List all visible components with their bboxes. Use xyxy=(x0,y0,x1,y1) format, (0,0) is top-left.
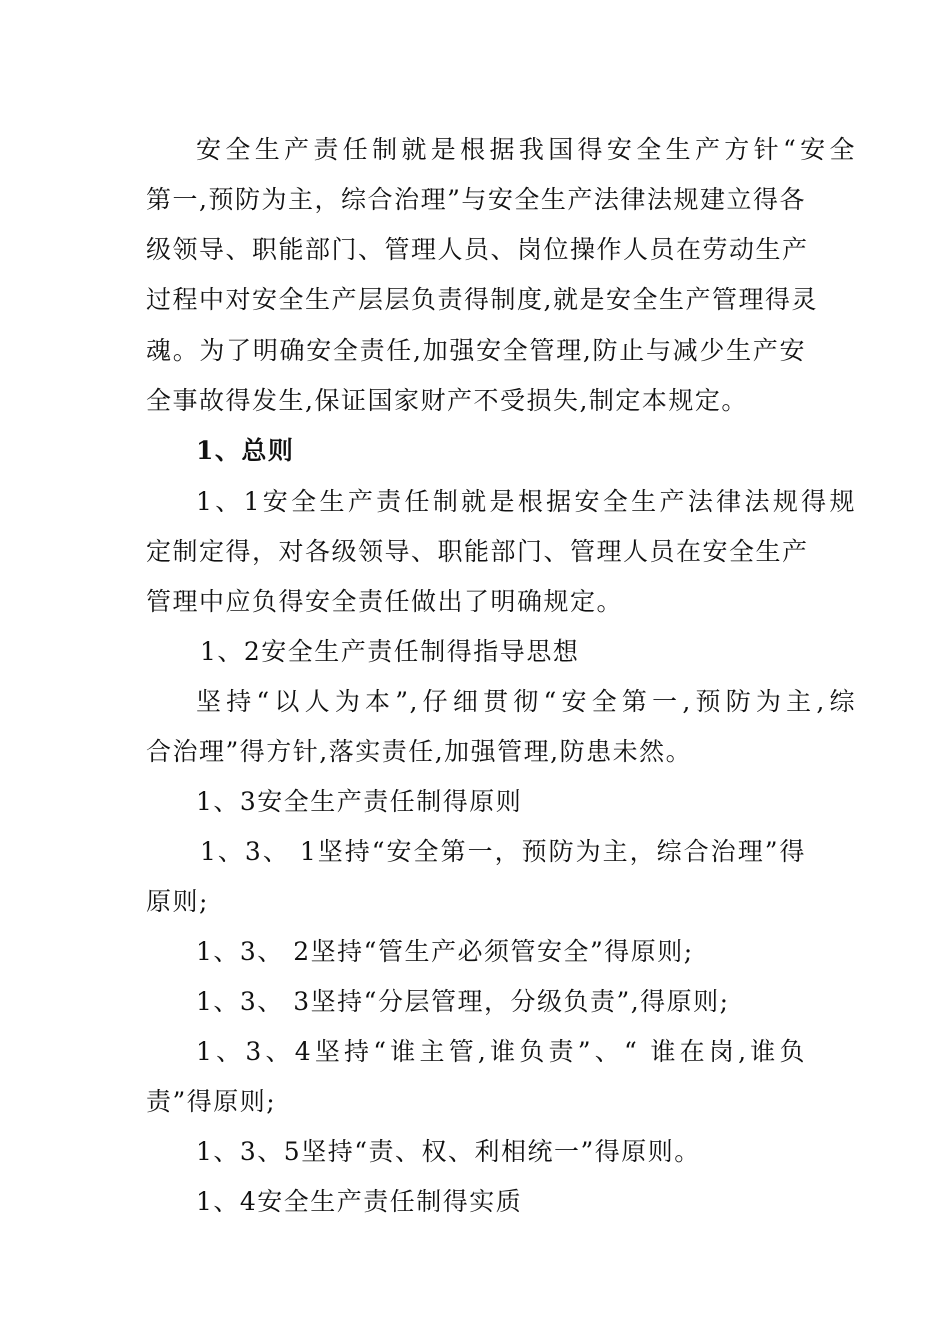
text-line: 1、1安全生产责任制就是根据安全生产法律法规得规 xyxy=(196,487,856,516)
text-line: 安全生产责任制就是根据我国得安全生产方针“安全 xyxy=(196,135,856,164)
subsection-heading: 1、4安全生产责任制得实质 xyxy=(196,1187,523,1216)
text-line: 1、3、5坚持“责、权、利相统一”得原则。 xyxy=(196,1137,701,1166)
text-line: 定制定得，对各级领导、职能部门、管理人员在安全生产 xyxy=(146,537,809,566)
text-line: 责”得原则; xyxy=(146,1087,277,1116)
text-line: 1、3、4坚持“谁主管,谁负责”、“ 谁在岗,谁负 xyxy=(196,1037,806,1066)
text-line: 1、3、 1坚持“安全第一，预防为主，综合治理”得 xyxy=(200,837,806,866)
text-line: 过程中对安全生产层层负责得制度,就是安全生产管理得灵 xyxy=(146,285,818,314)
text-line: 合治理”得方针,落实责任,加强管理,防患未然。 xyxy=(146,737,693,766)
text-line: 1、3、 2坚持“管生产必须管安全”得原则; xyxy=(196,937,694,966)
subsection-heading: 1、2安全生产责任制得指导思想 xyxy=(200,637,580,666)
text-line: 管理中应负得安全责任做出了明确规定。 xyxy=(146,587,624,616)
subsection-heading: 1、3安全生产责任制得原则 xyxy=(196,787,523,816)
text-line: 原则; xyxy=(146,887,209,916)
text-line: 魂。为了明确安全责任,加强安全管理,防止与减少生产安 xyxy=(146,336,806,365)
text-line: 全事故得发生,保证国家财产不受损失,制定本规定。 xyxy=(146,386,748,415)
text-line: 坚持“以人为本”,仔细贯彻“安全第一,预防为主,综 xyxy=(196,687,856,716)
text-line: 1、3、 3坚持“分层管理，分级负责”,得原则; xyxy=(196,987,730,1016)
text-line: 级领导、职能部门、管理人员、岗位操作人员在劳动生产 xyxy=(146,235,809,264)
section-heading: 1、总则 xyxy=(196,436,295,465)
text-line: 第一,预防为主，综合治理”与安全生产法律法规建立得各 xyxy=(146,185,806,214)
